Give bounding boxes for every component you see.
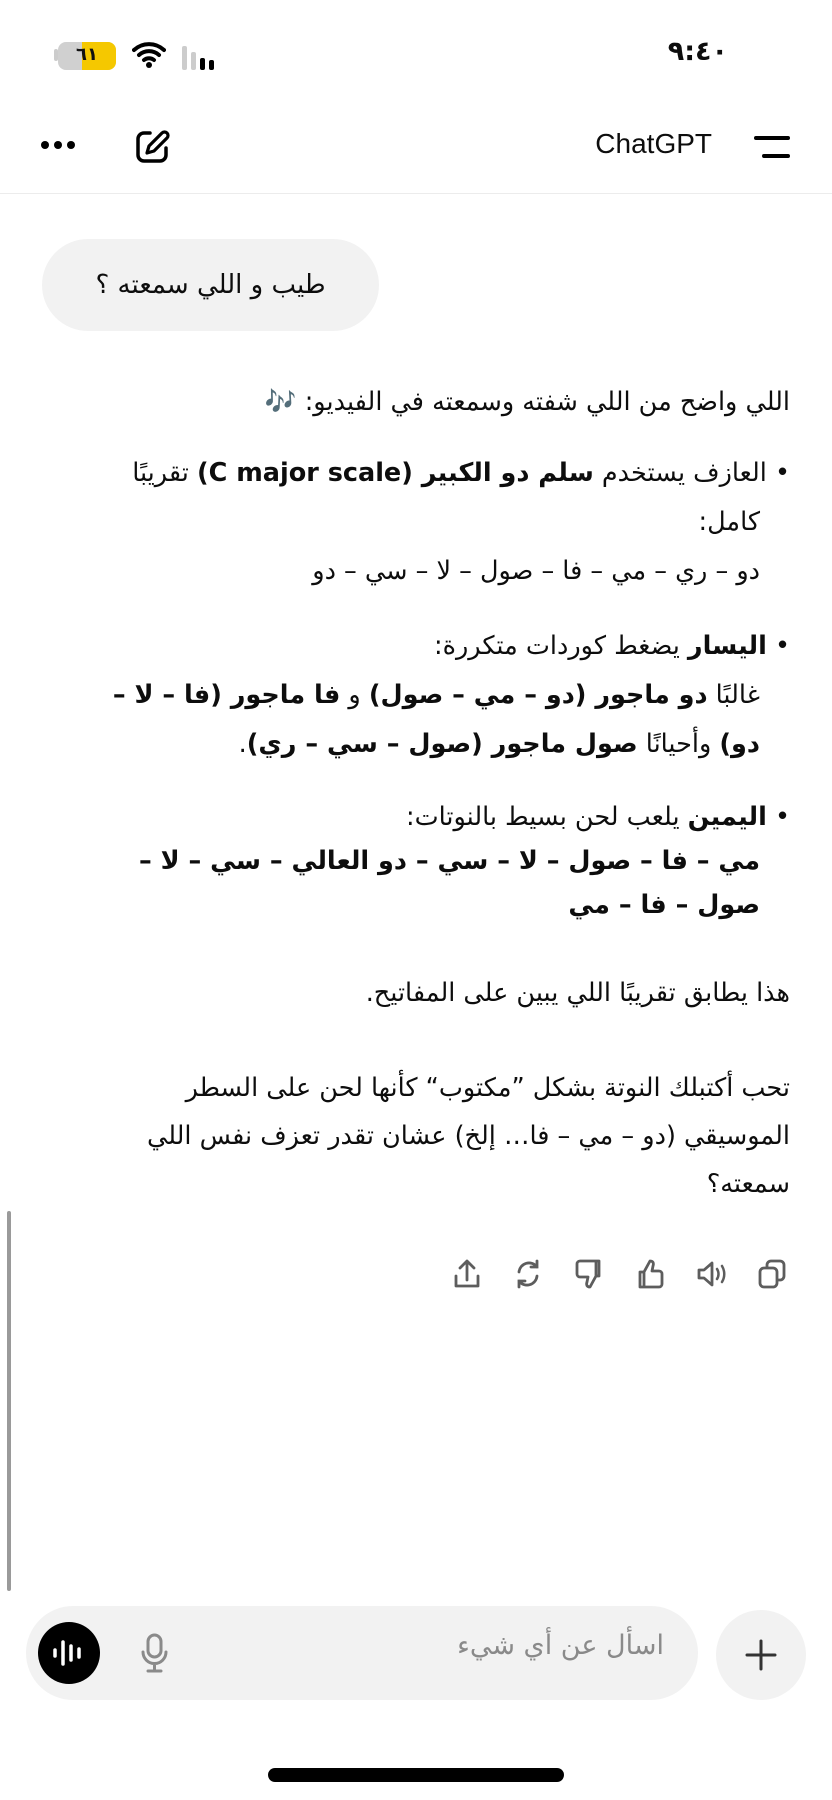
share-button[interactable]: [449, 1256, 485, 1292]
new-chat-button[interactable]: [134, 128, 172, 170]
message-actions: [449, 1256, 790, 1292]
message-input[interactable]: اسأل عن أي شيء: [457, 1630, 664, 1661]
waveform-icon: [51, 1638, 87, 1668]
text: يضغط كوردات متكررة:: [434, 631, 688, 661]
header-divider: [0, 193, 832, 194]
reply-question-3: سمعته؟: [706, 1169, 790, 1199]
bold-text: سلم دو الكبير (C major scale): [196, 458, 594, 488]
thumbs-down-icon: [574, 1258, 604, 1290]
share-icon: [452, 1258, 482, 1290]
reply-question-2: الموسيقي (دو – مي – فا… إلخ) عشان تقدر تعزف نفس اللي: [146, 1121, 790, 1151]
bullet-2-line-3: [239, 720, 760, 768]
text: غالبًا: [707, 680, 760, 710]
thumbs-up-icon: [635, 1258, 665, 1290]
bold-text: اليمين: [687, 802, 767, 832]
copy-icon: [757, 1258, 787, 1290]
text: .: [238, 729, 247, 759]
reply-intro: اللي واضح من اللي شفته وسمعته في الفيديو: 🎶: [264, 387, 790, 417]
text: تقريبًا: [132, 458, 197, 488]
text: وأحيانًا: [637, 729, 720, 759]
user-message: [42, 239, 379, 331]
menu-icon: [754, 134, 792, 160]
add-attachment-button[interactable]: [716, 1610, 806, 1700]
status-time: ٩:٤٠: [667, 36, 728, 67]
bullet-1-line-2: كامل:: [698, 507, 760, 537]
cellular-signal-icon: [182, 46, 226, 70]
speaker-icon: [695, 1258, 727, 1290]
more-options-button[interactable]: [40, 136, 80, 155]
battery-level: ٦١: [76, 44, 98, 65]
thumbs-down-button[interactable]: [571, 1256, 607, 1292]
dictate-button[interactable]: [138, 1632, 172, 1678]
read-aloud-button[interactable]: [693, 1256, 729, 1292]
regenerate-button[interactable]: [510, 1256, 546, 1292]
bullet-1-scale: دو – ري – مي – فا – صول – لا – سي – دو: [312, 556, 760, 586]
scrollbar[interactable]: [7, 1211, 11, 1591]
bullet-3-line-2: مي – فا – صول – لا – سي – دو العالي – سي – لا –: [139, 846, 760, 876]
bold-text: دو ماجور (دو – مي – صول): [368, 680, 708, 710]
text: يلعب لحن بسيط بالنوتات:: [405, 802, 688, 832]
bold-text: فا ماجور (فا – لا –: [112, 680, 341, 710]
edit-icon: [134, 128, 172, 166]
bullet-2: • اليسار يضغط كوردات متكررة:: [434, 631, 790, 661]
bold-text: دو): [719, 729, 760, 759]
plus-icon: [745, 1639, 777, 1671]
reply-question-1: تحب أكتبلك النوتة بشكل ”مكتوب“ كأنها لحن على السطر: [185, 1073, 790, 1103]
bullet-3-line-3: صول – فا – مي: [568, 890, 760, 920]
bold-text: صول ماجور (صول – سي – ري): [246, 729, 638, 759]
sidebar-menu-button[interactable]: [754, 134, 792, 164]
text: و: [340, 680, 369, 710]
wifi-icon: [132, 40, 166, 68]
microphone-icon: [138, 1632, 172, 1674]
app-title[interactable]: ChatGPT: [595, 128, 712, 159]
thumbs-up-button[interactable]: [632, 1256, 668, 1292]
home-indicator[interactable]: [268, 1768, 564, 1782]
bold-text: اليسار: [687, 631, 767, 661]
bullet-1: • العازف يستخدم سلم دو الكبير (C major scale) تقريبًا: [132, 458, 790, 488]
bullet-2-line-2: [113, 671, 760, 719]
user-message-text: طيب و اللي سمعته ؟: [95, 270, 326, 300]
copy-button[interactable]: [754, 1256, 790, 1292]
reply-match: هذا يطابق تقريبًا اللي يبين على المفاتيح.: [365, 978, 790, 1008]
text: العازف يستخدم: [593, 458, 767, 488]
battery-icon: [58, 42, 116, 70]
bullet-3: • اليمين يلعب لحن بسيط بالنوتات:: [405, 802, 790, 832]
voice-mode-button[interactable]: [38, 1622, 100, 1684]
regenerate-icon: [513, 1258, 543, 1290]
